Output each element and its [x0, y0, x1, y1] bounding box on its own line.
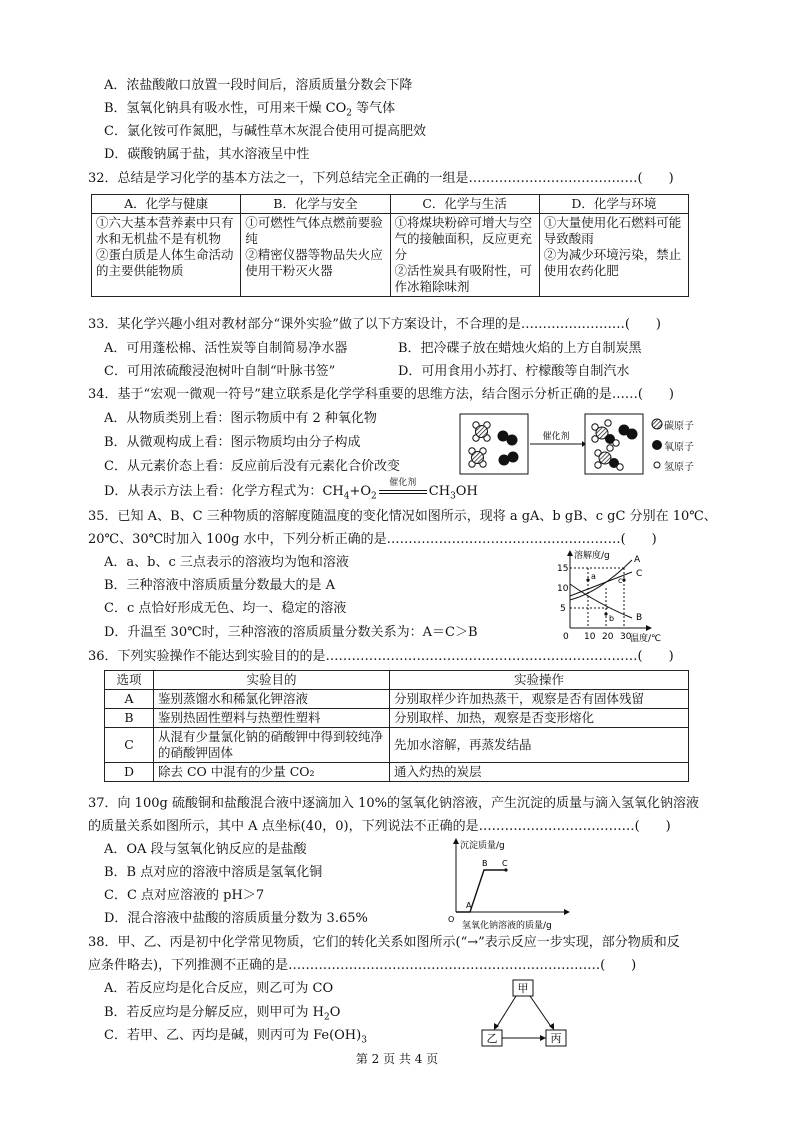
- y-axis-label: 溶解度/g: [574, 551, 610, 561]
- subscript: 3: [361, 1035, 367, 1046]
- q33-option-d: D．可用食用小苏打、柠檬酸等自制汽水: [398, 364, 630, 379]
- q37-option-b: B．B 点对应的溶液中溶质是氢氧化铜: [104, 865, 323, 880]
- page-footer: 第 2 页 共 4 页: [355, 1052, 439, 1066]
- arrow-jia-to-yi: [496, 996, 516, 1028]
- subscript: 2: [324, 1012, 330, 1023]
- q37-option-c: C．C 点对应溶液的 pH＞7: [104, 888, 265, 903]
- q33-option-a: A．可用蓬松棉、活性炭等自制简易净水器: [104, 341, 348, 356]
- series-c-label: C: [636, 569, 643, 579]
- q31-option-d: D．碳酸钠属于盐，其水溶液呈中性: [104, 147, 310, 162]
- q34-option-a: A．从物质类别上看：图示物质中有 2 种氧化物: [104, 411, 377, 426]
- q32-cell-d: ①大量使用化石燃料可能导致酸雨 ②为减少环境污染，禁止使用农药化肥: [539, 214, 688, 297]
- q32-cell-a: ①六大基本营养素中只有水和无机盐不是有机物 ②蛋白质是人体生命活动的主要供能物质: [92, 214, 241, 297]
- q32-cell-b: ①可燃性气体点燃前要验纯 ②精密仪器等物品失火应使用干粉灭火器: [241, 214, 390, 297]
- q31-option-b: [104, 100, 395, 123]
- subscript: 2: [346, 108, 353, 119]
- q36-row-a-option: A: [105, 690, 154, 709]
- q36-header-option: 选项: [105, 671, 154, 690]
- q34-stem: 34．基于“宏观一微观一符号”建立联系是化学学科重要的思维方法，结合图示分析正确的是……( ): [88, 387, 674, 402]
- legend-hydrogen: 氢原子: [664, 462, 694, 473]
- q38-option-b-tail: O: [329, 1005, 341, 1020]
- q31-option-c: C．氯化铵可作氮肥，与碱性草木灰混合使用可提高肥效: [104, 124, 426, 139]
- q36-row-d-purpose: 除去 CO 中混有的少量 CO₂: [154, 763, 390, 782]
- x-axis-label: 氢氧化钠溶液的质量/g: [462, 921, 552, 931]
- q38-transformation-diagram: [478, 976, 578, 1048]
- node-jia: 甲: [517, 982, 529, 995]
- point-a: [586, 578, 589, 581]
- q38-stem-line1: 38．甲、乙、丙是初中化学常见物质，它们的转化关系如图所示(“→”表示反应一步实现，部分物质和反: [88, 935, 680, 950]
- q36-row-c-operation: 先加水溶解，再蒸发结晶: [390, 728, 689, 763]
- q38-option-c-text: C．若甲、乙、丙均是碱，则丙可为 Fe(OH): [104, 1028, 362, 1043]
- equation-product-tail: OH: [455, 484, 478, 499]
- q36-row-b-purpose: 鉴别热固性塑料与热塑性塑料: [154, 709, 390, 728]
- q38-option-b: [104, 1004, 340, 1027]
- point-a-label: a: [591, 572, 596, 581]
- x-tick-20: 20: [602, 632, 614, 642]
- q31-option-b-tail: 等气体: [352, 101, 396, 116]
- point-b-label: B: [482, 859, 488, 868]
- q32-table: [91, 194, 689, 297]
- q35-solubility-chart: [548, 548, 678, 644]
- y-tick-15: 15: [557, 564, 569, 574]
- q36-row-c-purpose: 从混有少量氯化钠的硝酸钾中得到较纯净的硝酸钾固体: [154, 728, 390, 763]
- q36-row-b-option: B: [105, 709, 154, 728]
- q32-header-d: D．化学与环境: [539, 195, 688, 214]
- q36-header-purpose: 实验目的: [154, 671, 390, 690]
- series-b-curve: [570, 584, 632, 618]
- series-b-label: B: [636, 613, 643, 623]
- q37-option-d: D．混合溶液中盐酸的溶质质量分数为 3.65%: [104, 911, 368, 926]
- y-axis-label: 沉淀质量/g: [460, 841, 505, 851]
- q34-option-b: B．从微观构成上看：图示物质均由分子构成: [104, 435, 361, 450]
- equation-arrow: [377, 478, 429, 501]
- q33-option-b: B．把冷碟子放在蜡烛火焰的上方自制炭黑: [398, 341, 642, 356]
- node-yi: 乙: [486, 1032, 498, 1045]
- subscript: 3: [450, 491, 456, 502]
- q38-stem-line2: 应条件略去)，下列推测不正确的是………………………………………………………………( ): [88, 958, 637, 973]
- point-c-label: C: [502, 859, 508, 868]
- q34-reaction-diagram: [458, 410, 646, 478]
- q35-option-b: B．三种溶液中溶质质量分数最大的是 A: [104, 578, 336, 593]
- q38-option-b-text: B．若反应均是分解反应，则甲可为 H: [104, 1005, 325, 1020]
- q32-stem: 32．总结是学习化学的基本方法之一，下列总结完全正确的一组是…………………………………( ): [88, 171, 674, 186]
- q36-row-b-operation: 分别取样、加热，观察是否变形熔化: [390, 709, 689, 728]
- q35-option-c: C．c 点恰好形成无色、均一、稳定的溶液: [104, 601, 347, 616]
- q37-stem-line2: 的质量关系如图所示，其中 A 点坐标(40，0)，下列说法不正确的是………………………………( ): [88, 819, 671, 834]
- x-tick-10: 10: [584, 632, 596, 642]
- catalyst-label: 催化剂: [542, 432, 570, 442]
- point-c: [622, 578, 625, 581]
- legend-oxygen: 氧原子: [664, 442, 694, 453]
- y-tick-10: 10: [557, 584, 569, 594]
- node-bing: 丙: [550, 1032, 562, 1045]
- q36-row-c-option: C: [105, 728, 154, 763]
- series-c-curve: [570, 572, 632, 596]
- point-o-label: O: [448, 915, 455, 924]
- q33-stem: 33．某化学兴趣小组对教材部分“课外实验”做了以下方案设计，不合理的是……………………( ): [88, 317, 661, 332]
- point-c-label: c: [618, 576, 623, 585]
- point-a-label: A: [466, 901, 472, 910]
- q32-header-b: B．化学与安全: [241, 195, 390, 214]
- q35-option-d: D．升温至 30℃时，三种溶液的溶质质量分数关系为：A＝C＞B: [104, 625, 478, 640]
- q36-row-d-option: D: [105, 763, 154, 782]
- equation-reactant-2: +O: [349, 484, 372, 499]
- subscript: 4: [343, 491, 350, 502]
- q38-option-a: A．若反应均是化合反应，则乙可为 CO: [104, 981, 334, 996]
- q35-stem-line2: 20℃、30℃时加入 100g 水中，下列分析正确的是………………………………………………( ): [88, 532, 657, 547]
- x-tick-30: 30: [620, 632, 632, 642]
- q32-header-c: C．化学与生活: [390, 195, 539, 214]
- q34-option-c: C．从元素价态上看：反应前后没有元素化合价改变: [104, 459, 400, 474]
- q31-option-a: A．浓盐酸敞口放置一段时间后，溶质质量分数会下降: [104, 78, 413, 93]
- y-tick-5: 5: [560, 604, 566, 614]
- q32-cell-c: ①将煤块粉碎可增大与空气的接触面积，反应更充分 ②活性炭具有吸附性，可作冰箱除味剂: [390, 214, 539, 297]
- legend-carbon: 碳原子: [664, 421, 694, 432]
- q36-header-operation: 实验操作: [390, 671, 689, 690]
- subscript: 2: [371, 491, 377, 502]
- equation-reactant-1: CH: [322, 484, 344, 499]
- equation-product: CH: [428, 484, 451, 499]
- q34-option-d-prefix: D．从表示方法上看：化学方程式为：: [104, 484, 323, 499]
- q36-row-a-operation: 分别取样少许加热蒸干，观察是否有固体残留: [390, 690, 689, 709]
- q37-precipitate-chart: [440, 836, 580, 932]
- x-axis-label: 温度/℃: [630, 634, 662, 644]
- q36-stem: 36．下列实验操作不能达到实验目的的是………………………………………………………………( ): [88, 649, 674, 664]
- q36-table: [104, 670, 689, 782]
- atom-legend-icons: [650, 414, 664, 476]
- precipitate-curve: [456, 870, 506, 912]
- q37-option-a: A．OA 段与氢氧化钠反应的是盐酸: [104, 842, 307, 857]
- q36-row-a-purpose: 鉴别蒸馏水和稀氯化钾溶液: [154, 690, 390, 709]
- oxygen-atom-icon: [652, 440, 662, 450]
- x-tick-0: 0: [563, 632, 569, 642]
- q38-option-c: [104, 1027, 367, 1050]
- point-b-label: b: [609, 614, 615, 623]
- q36-row-d-operation: 通入灼热的炭层: [390, 763, 689, 782]
- q33-option-c: C．可用浓硫酸浸泡树叶自制“叶脉书签”: [104, 364, 336, 379]
- series-a-label: A: [634, 555, 641, 565]
- q31-option-b-text: B．氢氧化钠具有吸水性，可用来干燥 CO: [104, 101, 347, 116]
- hydrogen-atom-icon: [654, 462, 660, 468]
- equation-catalyst: 催化剂: [389, 478, 417, 488]
- q35-stem-line1: 35．已知 A、B、C 三种物质的溶解度随温度的变化情况如图所示，现将 a gA、b gB、c gC 分别在 10℃、: [88, 509, 717, 524]
- q35-option-a: A．a、b、c 三点表示的溶液均为饱和溶液: [104, 555, 349, 570]
- arrow-jia-to-bing: [530, 996, 552, 1028]
- q34-option-d: [104, 478, 478, 506]
- carbon-atom-icon: [652, 419, 662, 429]
- q37-stem-line1: 37．向 100g 硫酸铜和盐酸混合液中逐滴加入 10%的氢氧化钠溶液，产生沉淀的质量与滴入氢氧化钠溶液: [88, 796, 699, 811]
- point-b: [604, 612, 607, 615]
- q32-header-a: A．化学与健康: [92, 195, 241, 214]
